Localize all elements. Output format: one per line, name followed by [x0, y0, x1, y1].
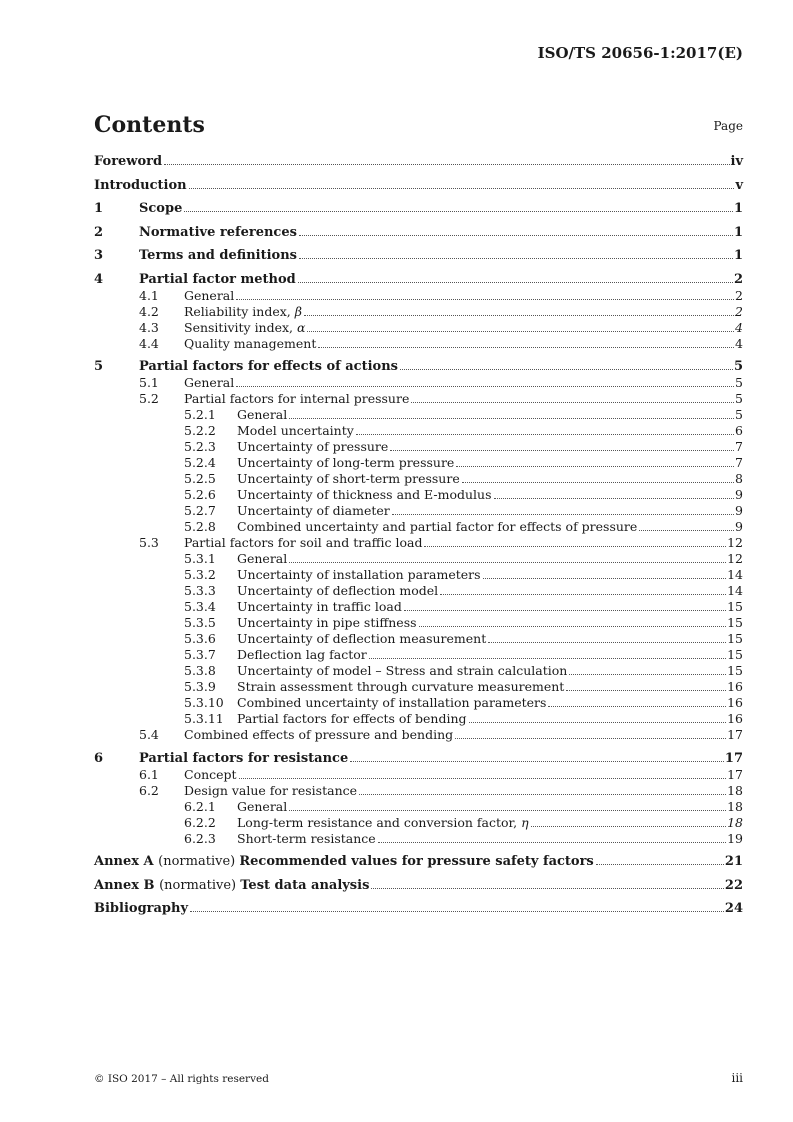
toc-entry-page: v	[735, 177, 743, 193]
toc-entry[interactable]	[94, 359, 743, 375]
toc-entry-title	[237, 679, 564, 695]
toc-entry-page: 5	[735, 375, 743, 390]
toc-entry-title-text: Partial factor method	[139, 271, 296, 287]
toc-entry-page: 7	[735, 455, 743, 470]
toc-entry-page: 16	[727, 711, 743, 726]
toc-entry-title-text: Short-term resistance	[237, 830, 376, 846]
dot-leader	[483, 578, 727, 579]
toc-entry-title-text: Uncertainty of deflection model	[237, 583, 439, 598]
toc-entry[interactable]	[94, 854, 743, 870]
toc-entry-page: 7	[735, 439, 743, 454]
toc-entry[interactable]	[94, 455, 743, 471]
toc-entry-title-text: Combined uncertainty and partial factor for effects of pressure	[237, 519, 638, 534]
annex-label: Annex B	[94, 877, 160, 893]
toc-entry-page: 2	[735, 287, 743, 303]
toc-entry-title-text: General	[184, 287, 235, 303]
toc-entry-page: 15	[727, 631, 743, 646]
dot-leader	[359, 794, 726, 795]
toc-entry-number: 5	[94, 359, 104, 374]
toc-entry-title-text: Uncertainty of long-term pressure	[237, 455, 455, 470]
toc-entry[interactable]	[94, 503, 743, 519]
toc-entry-title	[184, 320, 305, 336]
dot-leader	[298, 282, 733, 283]
toc-entry-title-text: Partial factors for soil and traffic load	[184, 535, 423, 550]
toc-entry[interactable]	[94, 727, 743, 743]
toc-entry-title-text: Uncertainty of thickness and E-modulus	[237, 487, 492, 502]
toc-entry-page: 15	[727, 615, 743, 630]
toc-entry-title-text: Test data analysis	[240, 877, 370, 893]
toc-entry-title	[184, 336, 316, 352]
toc-entry-title-text: Long-term resistance and conversion factor,	[237, 814, 522, 830]
toc-entry-title-text: Uncertainty in pipe stiffness	[237, 615, 417, 630]
toc-entry[interactable]	[94, 711, 743, 727]
dot-leader	[289, 418, 734, 419]
dot-leader	[318, 347, 734, 348]
toc-entry[interactable]	[94, 631, 743, 647]
toc-entry-number: 6.2.3	[184, 830, 216, 846]
annex-label: Annex A	[94, 854, 159, 869]
toc-entry-page: 17	[727, 766, 743, 782]
toc-entry-page: 8	[735, 471, 743, 486]
toc-entry-title	[237, 711, 467, 727]
toc-entry-page: 18	[727, 782, 743, 798]
toc-entry-title	[184, 391, 409, 407]
toc-entry[interactable]	[94, 567, 743, 583]
toc-entry-title	[139, 272, 296, 288]
toc-entry-page: 1	[733, 201, 743, 216]
dot-leader	[350, 761, 724, 762]
toc-entry-title	[139, 751, 348, 767]
toc-entry[interactable]	[94, 320, 743, 336]
toc-entry-title-text: Partial factors for resistance	[139, 750, 349, 766]
toc-entry-title-text: Reliability index,	[184, 303, 295, 319]
toc-entry-title	[237, 599, 402, 615]
dot-leader	[411, 402, 734, 403]
toc-entry-page: 4	[735, 319, 743, 335]
copyright-notice: © ISO 2017 – All rights reserved	[94, 1073, 269, 1085]
toc-entry-title-text: Design value for resistance	[184, 782, 358, 798]
toc-entry-title	[237, 799, 287, 815]
toc-entry-number: 6	[94, 750, 104, 766]
document-id: ISO/TS 20656-1:2017(E)	[537, 44, 743, 62]
toc-entry-title	[237, 439, 388, 455]
toc-entry[interactable]	[94, 391, 743, 407]
toc-entry-number: 4	[94, 271, 104, 287]
toc-entry-page: 18	[727, 798, 743, 814]
toc-entry-page: 16	[727, 695, 743, 710]
toc-entry-title-text: Introduction	[94, 177, 187, 193]
toc-entry-number: 6.1	[139, 766, 159, 782]
toc-entry[interactable]	[94, 535, 743, 551]
toc-entry-title	[237, 519, 637, 535]
toc-entry[interactable]	[94, 336, 743, 352]
toc-entry-page: 1	[733, 224, 743, 240]
toc-entry-number: 5.2.5	[184, 471, 216, 486]
toc-entry-number: 5.2	[139, 391, 159, 406]
toc-entry-title	[94, 178, 187, 194]
dot-leader	[299, 235, 733, 236]
toc-entry-title	[184, 767, 237, 783]
toc-entry-number: 6.2.1	[184, 798, 216, 814]
toc-entry-title	[139, 248, 297, 264]
toc-entry-title	[94, 878, 369, 894]
toc-entry-page: 2	[733, 271, 743, 287]
toc-entry[interactable]	[94, 375, 743, 391]
dot-leader	[488, 642, 726, 643]
toc-entry[interactable]	[94, 783, 743, 799]
page-column-label: Page	[713, 119, 743, 133]
toc-entry[interactable]	[94, 751, 743, 767]
toc-entry[interactable]	[94, 288, 743, 304]
toc-entry-title-text: Concept	[184, 766, 237, 782]
toc-entry-title-text: Sensitivity index,	[184, 319, 298, 335]
toc-entry-number: 5.2.3	[184, 439, 216, 454]
toc-entry[interactable]	[94, 248, 743, 264]
toc-entry-title	[237, 615, 417, 631]
toc-entry-page: 5	[735, 391, 743, 406]
toc-entry-title	[237, 663, 567, 679]
dot-leader	[378, 842, 726, 843]
toc-entry-number: 4.2	[139, 303, 159, 319]
dot-leader	[531, 826, 727, 827]
toc-entry-number: 5.3.11	[184, 711, 224, 726]
toc-entry-title	[184, 783, 357, 799]
toc-entry-page: 14	[727, 567, 743, 582]
toc-entry-title-text: Quality management	[184, 335, 317, 351]
dot-leader	[469, 722, 727, 723]
toc-entry-number: 1	[94, 201, 104, 216]
toc-entry[interactable]	[94, 695, 743, 711]
toc-entry-number: 4.3	[139, 319, 159, 335]
toc-entry[interactable]	[94, 272, 743, 288]
toc-entry-title	[139, 359, 398, 375]
dot-leader	[190, 911, 724, 912]
dot-leader	[289, 810, 726, 811]
toc-entry-title-text: Foreword	[94, 154, 163, 169]
toc-entry-title-text: Recommended values for pressure safety factors	[239, 854, 594, 869]
toc-entry-title-text: Model uncertainty	[237, 423, 354, 438]
toc-entry-number: 5.2.2	[184, 423, 216, 438]
toc-entry-title	[237, 503, 390, 519]
toc-entry[interactable]	[94, 407, 743, 423]
page-title: Contents	[94, 112, 205, 138]
toc-entry-page: 9	[735, 487, 743, 502]
dot-leader	[400, 369, 733, 370]
toc-entry[interactable]	[94, 225, 743, 241]
dot-leader	[456, 466, 734, 467]
toc-entry-title-text: General	[237, 798, 288, 814]
annex-type: (normative)	[158, 854, 240, 869]
toc-entry-number: 5.2.7	[184, 503, 216, 518]
toc-entry-title	[237, 455, 454, 471]
toc-entry-title	[139, 201, 182, 217]
page-number: iii	[731, 1071, 743, 1085]
toc-entry-number: 5.3.1	[184, 551, 216, 566]
toc-entry-number: 5.3.2	[184, 567, 216, 582]
toc-entry-number: 5.2.4	[184, 455, 216, 470]
toc-entry-title	[237, 487, 492, 503]
toc-entry-title-text: Combined uncertainty of installation parameters	[237, 695, 547, 710]
toc-entry-number: 5.3.9	[184, 679, 216, 694]
toc-entry-title-text: Deflection lag factor	[237, 647, 367, 662]
dot-leader	[569, 674, 726, 675]
greek-symbol: β	[294, 303, 302, 319]
dot-leader	[239, 778, 727, 779]
dot-leader	[424, 546, 726, 547]
dot-leader	[236, 386, 734, 387]
toc-entry[interactable]	[94, 878, 743, 894]
toc-entry[interactable]	[94, 831, 743, 847]
toc-entry-page: 24	[724, 901, 743, 916]
toc-entry-title	[237, 567, 481, 583]
toc-entry-title-text: Uncertainty of model – Stress and strain calculation	[237, 663, 568, 678]
dot-leader	[494, 498, 735, 499]
toc-entry-page: 5	[735, 407, 743, 422]
toc-entry-title-text: Uncertainty of short-term pressure	[237, 471, 460, 486]
toc-entry-page: 15	[727, 599, 743, 614]
dot-leader	[189, 188, 735, 189]
toc-entry-title-text: General	[237, 551, 288, 566]
toc-entry-title-text: Partial factors for effects of bending	[237, 711, 467, 726]
toc-entry-title	[94, 154, 162, 170]
toc-entry-title-text: Normative references	[139, 224, 297, 240]
toc-entry-number: 5.3.7	[184, 647, 216, 662]
toc-entry-page: 4	[735, 335, 743, 351]
toc-entry-number: 5.1	[139, 375, 159, 390]
toc-entry-page: 19	[727, 830, 743, 846]
toc-entry-number: 5.2.6	[184, 487, 216, 502]
toc-entry-page: 21	[724, 854, 743, 869]
toc-entry[interactable]	[94, 799, 743, 815]
toc-entry-number: 6.2.2	[184, 814, 216, 830]
toc-entry[interactable]	[94, 423, 743, 439]
toc-entry[interactable]	[94, 487, 743, 503]
toc-entry-page: 15	[727, 663, 743, 678]
toc-entry-title	[237, 815, 529, 831]
toc-entry[interactable]	[94, 647, 743, 663]
toc-entry[interactable]	[94, 551, 743, 567]
toc-entry-title	[237, 695, 546, 711]
toc-entry[interactable]	[94, 901, 743, 917]
dot-leader	[236, 299, 734, 300]
dot-leader	[289, 562, 726, 563]
toc-entry-page: 17	[727, 727, 743, 742]
toc-entry-number: 5.3	[139, 535, 159, 550]
dot-leader	[369, 658, 726, 659]
toc-entry[interactable]	[94, 439, 743, 455]
toc-entry-title	[139, 225, 297, 241]
toc-entry-title	[237, 423, 354, 439]
toc-entry-title-text: Terms and definitions	[139, 248, 297, 263]
toc-entry-page: 22	[724, 877, 743, 893]
toc-entry-number: 5.3.6	[184, 631, 216, 646]
toc-entry-title-text: Uncertainty in traffic load	[237, 599, 402, 614]
toc-entry-page: 18	[727, 814, 743, 830]
toc-entry-title	[237, 647, 367, 663]
dot-leader	[462, 482, 734, 483]
toc-entry-title-text: Uncertainty of installation parameters	[237, 567, 481, 582]
toc-entry-title-text: General	[184, 375, 235, 390]
toc-entry-page: 15	[727, 647, 743, 662]
toc-entry-number: 5.4	[139, 727, 159, 742]
toc-entry-title	[237, 831, 376, 847]
toc-entry-page: 6	[735, 423, 743, 438]
toc-entry[interactable]	[94, 815, 743, 831]
dot-leader	[356, 434, 734, 435]
toc-entry-number: 5.3.5	[184, 615, 216, 630]
toc-entry-title	[237, 551, 287, 567]
toc-entry-page: 9	[735, 503, 743, 518]
toc-entry-page: 16	[727, 679, 743, 694]
toc-entry-title-text: Partial factors for internal pressure	[184, 391, 410, 406]
toc-entry-number: 3	[94, 248, 104, 263]
toc-entry-number: 4.1	[139, 287, 159, 303]
toc-entry[interactable]	[94, 599, 743, 615]
toc-entry-page: 1	[733, 248, 743, 263]
toc-entry-title	[184, 375, 234, 391]
greek-symbol: α	[297, 319, 306, 335]
toc-entry[interactable]	[94, 471, 743, 487]
toc-entry-title-text: Partial factors for effects of actions	[139, 359, 398, 374]
toc-entry-title	[94, 901, 188, 917]
toc-entry-title	[94, 854, 594, 870]
toc-entry[interactable]	[94, 679, 743, 695]
toc-entry[interactable]	[94, 663, 743, 679]
dot-leader	[566, 690, 726, 691]
toc-entry-number: 5.3.4	[184, 599, 216, 614]
dot-leader	[164, 164, 729, 165]
dot-leader	[639, 530, 734, 531]
toc-entry-title	[237, 407, 287, 423]
toc-entry-title	[237, 471, 460, 487]
toc-entry-title-text: Scope	[139, 201, 183, 216]
toc-entry-title	[237, 583, 438, 599]
toc-entry-title	[184, 535, 422, 551]
dot-leader	[455, 738, 726, 739]
toc-entry-page: 12	[727, 551, 743, 566]
toc-entry-page: 12	[727, 535, 743, 550]
dot-leader	[404, 610, 726, 611]
toc-entry-number: 5.3.3	[184, 583, 216, 598]
toc-entry-number: 5.2.1	[184, 407, 216, 422]
toc-entry-number: 2	[94, 224, 104, 240]
toc-entry[interactable]	[94, 304, 743, 320]
toc-entry-number: 6.2	[139, 782, 159, 798]
dot-leader	[548, 706, 726, 707]
dot-leader	[307, 331, 734, 332]
toc-entry-number: 4.4	[139, 335, 159, 351]
toc-entry-number: 5.2.8	[184, 519, 216, 534]
dot-leader	[184, 211, 733, 212]
annex-type: (normative)	[159, 877, 241, 893]
dot-leader	[304, 315, 734, 316]
toc-entry-number: 5.3.10	[184, 695, 224, 710]
dot-leader	[392, 514, 734, 515]
toc-entry-title-text: Combined effects of pressure and bending	[184, 727, 454, 742]
toc-entry-title	[184, 288, 234, 304]
toc-entry[interactable]	[94, 178, 743, 194]
toc-entry-page: iv	[730, 154, 743, 169]
toc-entry-title-text: Bibliography	[94, 901, 189, 916]
toc-entry-page: 2	[735, 303, 743, 319]
toc-entry[interactable]	[94, 154, 743, 170]
toc-entry[interactable]	[94, 519, 743, 535]
greek-symbol: η	[521, 814, 529, 830]
dot-leader	[299, 258, 733, 259]
toc-entry-title-text: Uncertainty of deflection measurement	[237, 631, 487, 646]
dot-leader	[440, 594, 726, 595]
toc-entry[interactable]	[94, 767, 743, 783]
toc-entry-page: 9	[735, 519, 743, 534]
dot-leader	[390, 450, 734, 451]
toc-entry-number: 5.3.8	[184, 663, 216, 678]
toc-entry-page: 14	[727, 583, 743, 598]
toc-entry-page: 5	[733, 359, 743, 374]
toc-entry-title	[184, 727, 453, 743]
toc-entry-page: 17	[724, 750, 743, 766]
toc-entry-title-text: Uncertainty of diameter	[237, 503, 390, 518]
toc-entry-title-text: Uncertainty of pressure	[237, 439, 389, 454]
dot-leader	[371, 888, 724, 889]
dot-leader	[596, 864, 724, 865]
table-of-contents	[94, 154, 743, 917]
toc-entry-title-text: General	[237, 407, 288, 422]
toc-entry[interactable]	[94, 615, 743, 631]
toc-entry[interactable]	[94, 583, 743, 599]
toc-entry[interactable]	[94, 201, 743, 217]
toc-entry-title	[237, 631, 486, 647]
toc-entry-title	[184, 304, 302, 320]
toc-entry-title-text: Strain assessment through curvature measurement	[237, 679, 565, 694]
dot-leader	[419, 626, 727, 627]
